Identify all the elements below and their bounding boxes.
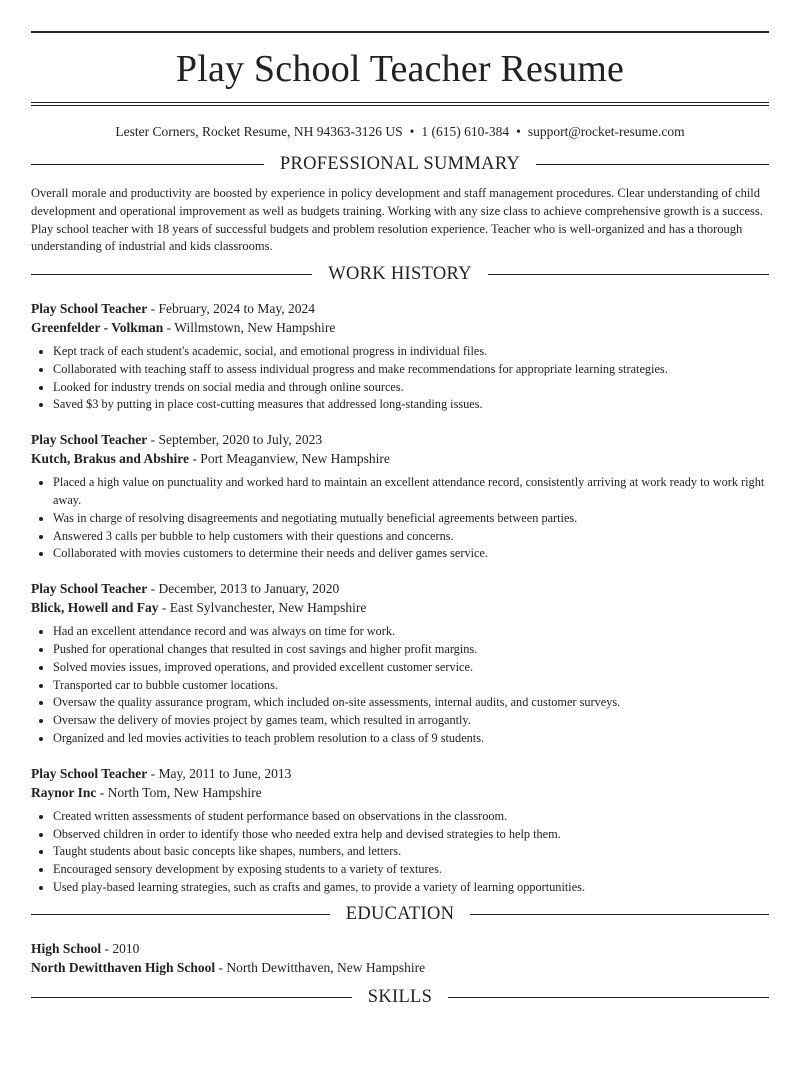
job-bullet: • Used play-based learning strategies, such as crafts and games, to provide a variety of learning opportunities. [53,879,769,897]
heading-rule [488,274,769,275]
top-divider [31,31,769,33]
job-dates: - December, 2013 to January, 2020 [147,581,340,597]
job-company: Greenfelder - Volkman [31,320,164,335]
heading-rule [31,164,264,165]
education-school-line [31,958,769,977]
job-title-line [31,430,769,449]
job-bullet: • Observed children in order to identify those who needed extra help and devised strategies to help them. [53,826,769,844]
job-entry [31,764,769,897]
job-bullet-list [31,474,769,563]
education-school: North Dewitthaven High School [31,959,216,975]
job-bullet: • Collaborated with movies customers to determine their needs and deliver games service. [53,545,769,563]
contact-phone: 1 (615) 610-384 [421,124,510,139]
job-bullet: • Looked for industry trends on social media and through online sources. [53,379,769,397]
work-history-list [31,299,769,897]
job-entry [31,579,769,748]
heading-rule [448,997,769,998]
job-bullet: • Solved movies issues, improved operations, and provided excellent customer service. [53,659,769,677]
job-bullet: • Pushed for operational changes that resulted in cost savings and higher profit margins. [53,641,769,659]
job-title: Play School Teacher [31,765,148,781]
education-degree-line [31,939,769,958]
job-bullet: • Was in charge of resolving disagreements and negotiating mutually beneficial agreements between parties. [53,510,769,528]
job-location: - Willmstown, New Hampshire [163,320,336,335]
job-bullet: • Collaborated with teaching staff to assess individual progress and make recommendations for appropriate learning strategies. [53,361,769,379]
section-title: PROFESSIONAL SUMMARY [279,153,521,174]
job-bullet-list [31,343,769,414]
contact-address: Lester Corners, Rocket Resume, NH 94363-3126 US [115,124,403,139]
job-dates: - May, 2011 to June, 2013 [147,765,292,781]
job-bullet: • Organized and led movies activities to teach problem resolution to a class of 9 students. [53,730,769,748]
job-company-line [31,598,769,617]
job-bullet: • Created written assessments of student performance based on observations in the classroom. [53,808,769,826]
job-entry [31,299,769,414]
summary-text: Overall morale and productivity are boosted by experience in policy development and staff management procedures. Clear understanding of child development and operational improvement as well as budgets training. Working with any size class to achieve comprehensive growth is a success. Play school teacher with 18 years of successful budgets and problem resolution experience. Teacher who is well-organized and has a thorough understanding of industrial and kids classrooms. [31,186,763,254]
section-heading-skills [31,985,769,1011]
job-company: Raynor Inc [31,784,97,800]
education-entry [31,939,769,977]
job-location: - North Tom, New Hampshire [96,784,262,800]
education-location: - North Dewitthaven, New Hampshire [215,959,426,975]
job-company: Kutch, Brakus and Abshire [31,451,190,467]
job-title-line [31,764,769,783]
job-bullet: • Encouraged sensory development by exposing students to a variety of textures. [53,861,769,879]
contact-line [31,123,769,151]
education-year: - 2010 [101,940,140,956]
heading-rule [536,164,769,165]
section-heading-summary [31,151,769,177]
job-bullet: • Saved $3 by putting in place cost-cutting measures that addressed long-standing issues. [53,396,769,414]
job-company-line [31,783,769,802]
resume-page [31,31,769,1011]
job-bullet-list [31,808,769,897]
contact-separator: • [409,124,415,139]
contact-email: support@rocket-resume.com [527,124,685,139]
job-bullet: • Kept track of each student's academic, social, and emotional progress in individual files. [53,343,769,361]
job-bullet: • Answered 3 calls per bubble to help customers with their questions and concerns. [53,528,769,546]
job-company-line [31,449,769,468]
job-bullet: • Taught students about basic concepts like shapes, numbers, and letters. [53,843,769,861]
job-bullet: • Had an excellent attendance record and was always on time for work. [53,623,769,641]
job-bullet: • Oversaw the quality assurance program, which included on-site assessments, internal audits, and customer surveys. [53,694,769,712]
contact-separator: • [516,124,521,139]
job-location: - East Sylvanchester, New Hampshire [158,600,367,616]
heading-rule [31,997,352,998]
job-dates: - February, 2024 to May, 2024 [147,301,315,316]
section-title: WORK HISTORY [328,263,472,284]
job-title: Play School Teacher [31,301,148,316]
heading-rule [31,274,312,275]
job-title: Play School Teacher [31,432,148,448]
job-title-line [31,579,769,598]
title-double-divider [31,102,769,106]
section-heading-education [31,902,769,928]
page-title: Play School Teacher Resume [175,48,625,90]
section-heading-work [31,261,769,287]
heading-rule [470,914,769,915]
job-entry [31,430,769,563]
job-title-line [31,299,769,318]
heading-rule [31,914,330,915]
job-location: - Port Meaganview, New Hampshire [189,451,390,467]
job-bullet: • Oversaw the delivery of movies project by games team, which resulted in arrogantly. [53,712,769,730]
job-dates: - September, 2020 to July, 2023 [147,432,323,448]
job-bullet-list [31,623,769,748]
job-bullet: • Transported car to bubble customer locations. [53,677,769,695]
section-title: SKILLS [367,987,433,1008]
section-title: EDUCATION [345,904,455,925]
education-degree: High School [31,940,102,956]
job-bullet: • Placed a high value on punctuality and worked hard to maintain an excellent attendance record, consistently arriving at work ready to work right away. [53,474,769,510]
job-company-line [31,318,769,337]
job-title: Play School Teacher [31,581,148,597]
job-company: Blick, Howell and Fay [31,600,159,616]
